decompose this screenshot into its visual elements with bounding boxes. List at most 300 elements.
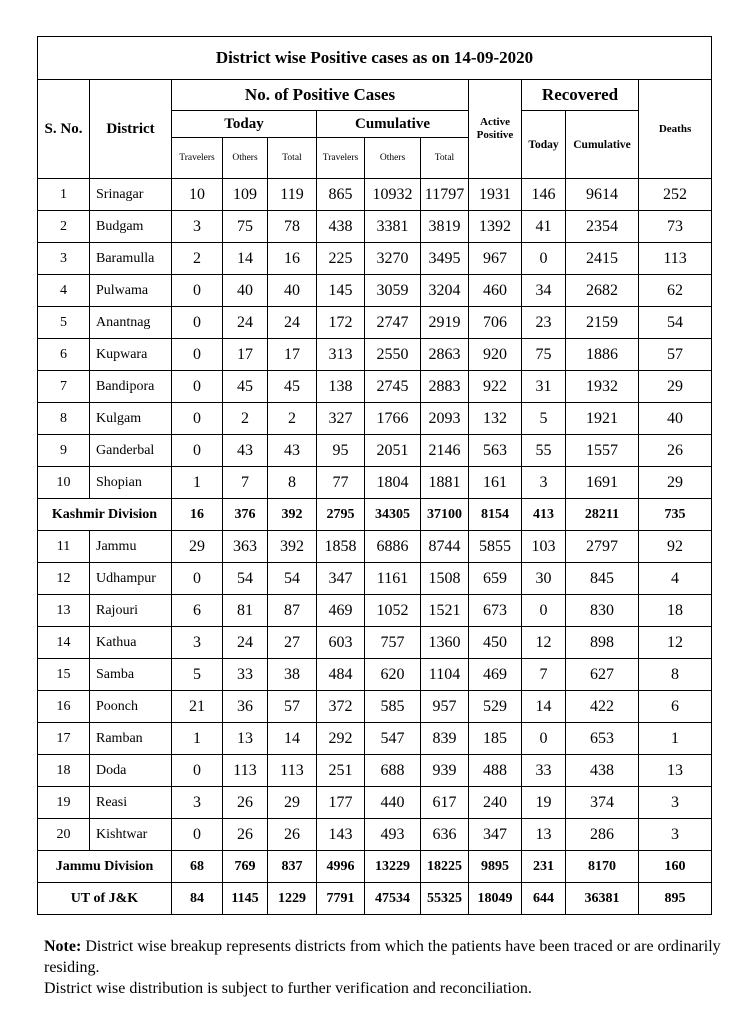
cell-deaths: 92 <box>639 531 712 563</box>
cell-district: Udhampur <box>90 563 172 595</box>
cell-t-tot: 54 <box>268 563 317 595</box>
cell-sno: 13 <box>38 595 90 627</box>
cell-deaths: 1 <box>639 723 712 755</box>
cell-r-today: 34 <box>522 275 566 307</box>
cell-active: 673 <box>469 595 522 627</box>
cell-r-cum: 2354 <box>566 211 639 243</box>
header-sno: S. No. <box>38 80 90 179</box>
cell-t-trav: 29 <box>172 531 223 563</box>
cell-t-oth: 33 <box>223 659 268 691</box>
cell-deaths: 4 <box>639 563 712 595</box>
cell-r-today: 0 <box>522 595 566 627</box>
cell-c-tot: 2883 <box>421 371 469 403</box>
cell-c-oth: 757 <box>365 627 421 659</box>
cell-c-trav: 143 <box>317 819 365 851</box>
header-cum-travelers: Travelers <box>317 138 365 179</box>
cell-active: 529 <box>469 691 522 723</box>
table-row <box>38 659 712 691</box>
cell-r-today: 5 <box>522 403 566 435</box>
cell-t-tot: 392 <box>268 531 317 563</box>
cell-t-trav: 0 <box>172 563 223 595</box>
cell-sno: 9 <box>38 435 90 467</box>
cell-t-tot: 45 <box>268 371 317 403</box>
cell-r-today: 13 <box>522 819 566 851</box>
header-today-others: Others <box>223 138 268 179</box>
cell-r-cum: 1557 <box>566 435 639 467</box>
cell-t-tot: 2 <box>268 403 317 435</box>
cell-t-oth: 13 <box>223 723 268 755</box>
cell-t-trav: 0 <box>172 819 223 851</box>
table-row <box>38 787 712 819</box>
cell-t-tot: 1229 <box>268 883 317 915</box>
cell-c-tot: 636 <box>421 819 469 851</box>
cell-c-tot: 11797 <box>421 179 469 211</box>
cell-district: Kathua <box>90 627 172 659</box>
cell-t-trav: 3 <box>172 787 223 819</box>
cell-c-tot: 55325 <box>421 883 469 915</box>
cell-t-trav: 3 <box>172 211 223 243</box>
cell-sno: 19 <box>38 787 90 819</box>
cell-c-tot: 3204 <box>421 275 469 307</box>
cell-c-tot: 1521 <box>421 595 469 627</box>
cell-r-cum: 845 <box>566 563 639 595</box>
cell-t-oth: 17 <box>223 339 268 371</box>
cell-c-oth: 1052 <box>365 595 421 627</box>
cell-c-tot: 3819 <box>421 211 469 243</box>
cell-active: 450 <box>469 627 522 659</box>
cell-c-oth: 13229 <box>365 851 421 883</box>
cell-c-tot: 1104 <box>421 659 469 691</box>
cell-c-oth: 3270 <box>365 243 421 275</box>
note-line-1: District wise breakup represents districts from which the patients have been traced or are ordinarily residing. <box>44 938 721 976</box>
cell-active: 8154 <box>469 499 522 531</box>
cell-c-oth: 2051 <box>365 435 421 467</box>
cell-c-trav: 177 <box>317 787 365 819</box>
cell-r-cum: 422 <box>566 691 639 723</box>
cell-r-today: 55 <box>522 435 566 467</box>
cell-t-oth: 26 <box>223 819 268 851</box>
cell-t-oth: 26 <box>223 787 268 819</box>
cell-c-oth: 2745 <box>365 371 421 403</box>
cell-t-tot: 27 <box>268 627 317 659</box>
cell-sno: 3 <box>38 243 90 275</box>
total-label: UT of J&K <box>38 883 172 915</box>
header-active-positive: Active Positive <box>469 80 522 179</box>
cell-t-oth: 109 <box>223 179 268 211</box>
table-row <box>38 371 712 403</box>
cell-sno: 17 <box>38 723 90 755</box>
cell-district: Anantnag <box>90 307 172 339</box>
table-row <box>38 691 712 723</box>
cell-r-today: 146 <box>522 179 566 211</box>
cell-district: Kishtwar <box>90 819 172 851</box>
cell-t-oth: 45 <box>223 371 268 403</box>
cell-c-trav: 4996 <box>317 851 365 883</box>
cell-c-oth: 440 <box>365 787 421 819</box>
cell-c-tot: 3495 <box>421 243 469 275</box>
cell-c-oth: 10932 <box>365 179 421 211</box>
cell-t-trav: 0 <box>172 371 223 403</box>
cell-sno: 12 <box>38 563 90 595</box>
cell-r-today: 12 <box>522 627 566 659</box>
cell-sno: 20 <box>38 819 90 851</box>
cell-r-today: 644 <box>522 883 566 915</box>
cell-c-tot: 617 <box>421 787 469 819</box>
cell-r-cum: 286 <box>566 819 639 851</box>
cell-r-cum: 2415 <box>566 243 639 275</box>
cell-t-trav: 3 <box>172 627 223 659</box>
cell-c-tot: 8744 <box>421 531 469 563</box>
cell-r-today: 103 <box>522 531 566 563</box>
header-cum-total: Total <box>421 138 469 179</box>
cell-deaths: 160 <box>639 851 712 883</box>
cell-district: Jammu <box>90 531 172 563</box>
cell-t-oth: 1145 <box>223 883 268 915</box>
cell-r-today: 41 <box>522 211 566 243</box>
cell-t-oth: 81 <box>223 595 268 627</box>
cell-t-tot: 43 <box>268 435 317 467</box>
cell-active: 5855 <box>469 531 522 563</box>
cell-c-trav: 327 <box>317 403 365 435</box>
cell-c-trav: 292 <box>317 723 365 755</box>
cell-deaths: 29 <box>639 467 712 499</box>
cell-c-trav: 95 <box>317 435 365 467</box>
cell-r-cum: 374 <box>566 787 639 819</box>
cell-sno: 15 <box>38 659 90 691</box>
table-row <box>38 403 712 435</box>
cell-c-trav: 225 <box>317 243 365 275</box>
cell-r-cum: 36381 <box>566 883 639 915</box>
cell-c-tot: 939 <box>421 755 469 787</box>
cell-c-oth: 688 <box>365 755 421 787</box>
cell-c-trav: 347 <box>317 563 365 595</box>
note-label: Note: <box>44 938 82 955</box>
cell-district: Rajouri <box>90 595 172 627</box>
cell-r-cum: 898 <box>566 627 639 659</box>
cell-r-today: 30 <box>522 563 566 595</box>
header-today: Today <box>172 111 317 138</box>
cell-deaths: 13 <box>639 755 712 787</box>
cell-t-tot: 26 <box>268 819 317 851</box>
cell-c-oth: 3059 <box>365 275 421 307</box>
header-cumulative: Cumulative <box>317 111 469 138</box>
cell-active: 488 <box>469 755 522 787</box>
cell-t-trav: 1 <box>172 467 223 499</box>
cell-t-trav: 0 <box>172 435 223 467</box>
cell-active: 460 <box>469 275 522 307</box>
cell-t-trav: 6 <box>172 595 223 627</box>
cell-district: Poonch <box>90 691 172 723</box>
cell-r-cum: 1691 <box>566 467 639 499</box>
cell-district: Kulgam <box>90 403 172 435</box>
cell-c-tot: 839 <box>421 723 469 755</box>
cell-r-today: 23 <box>522 307 566 339</box>
cell-c-tot: 2863 <box>421 339 469 371</box>
cell-c-tot: 2146 <box>421 435 469 467</box>
cell-t-oth: 75 <box>223 211 268 243</box>
table-row <box>38 275 712 307</box>
cell-deaths: 3 <box>639 787 712 819</box>
cell-c-oth: 47534 <box>365 883 421 915</box>
cell-deaths: 54 <box>639 307 712 339</box>
cell-district: Samba <box>90 659 172 691</box>
cell-c-oth: 34305 <box>365 499 421 531</box>
cell-c-tot: 957 <box>421 691 469 723</box>
cell-r-cum: 830 <box>566 595 639 627</box>
total-label: Kashmir Division <box>38 499 172 531</box>
header-recovered: Recovered <box>522 80 639 111</box>
cell-r-today: 3 <box>522 467 566 499</box>
cell-c-tot: 1508 <box>421 563 469 595</box>
cell-c-tot: 2919 <box>421 307 469 339</box>
table-body <box>38 179 712 915</box>
cell-r-cum: 1921 <box>566 403 639 435</box>
cell-t-trav: 21 <box>172 691 223 723</box>
cell-r-cum: 9614 <box>566 179 639 211</box>
header-recovered-cumulative: Cumulative <box>566 111 639 179</box>
cell-c-trav: 865 <box>317 179 365 211</box>
total-row <box>38 851 712 883</box>
cell-c-tot: 1360 <box>421 627 469 659</box>
cell-t-tot: 29 <box>268 787 317 819</box>
cell-active: 1392 <box>469 211 522 243</box>
cell-r-today: 31 <box>522 371 566 403</box>
cell-c-trav: 77 <box>317 467 365 499</box>
cell-district: Srinagar <box>90 179 172 211</box>
cell-t-tot: 40 <box>268 275 317 307</box>
cell-active: 240 <box>469 787 522 819</box>
cell-c-oth: 6886 <box>365 531 421 563</box>
table-row <box>38 211 712 243</box>
cell-c-oth: 620 <box>365 659 421 691</box>
cell-r-today: 75 <box>522 339 566 371</box>
cell-r-cum: 627 <box>566 659 639 691</box>
cell-active: 347 <box>469 819 522 851</box>
cell-r-today: 0 <box>522 243 566 275</box>
cell-t-oth: 769 <box>223 851 268 883</box>
cell-deaths: 8 <box>639 659 712 691</box>
cell-t-tot: 837 <box>268 851 317 883</box>
cell-t-trav: 1 <box>172 723 223 755</box>
table-row <box>38 595 712 627</box>
cell-t-tot: 57 <box>268 691 317 723</box>
cell-t-trav: 2 <box>172 243 223 275</box>
cell-t-tot: 392 <box>268 499 317 531</box>
cell-district: Reasi <box>90 787 172 819</box>
cell-district: Ramban <box>90 723 172 755</box>
cell-r-today: 14 <box>522 691 566 723</box>
cell-t-trav: 16 <box>172 499 223 531</box>
cell-district: Budgam <box>90 211 172 243</box>
cell-t-trav: 0 <box>172 755 223 787</box>
table-row <box>38 819 712 851</box>
cell-deaths: 735 <box>639 499 712 531</box>
cell-deaths: 6 <box>639 691 712 723</box>
cell-sno: 2 <box>38 211 90 243</box>
cell-deaths: 3 <box>639 819 712 851</box>
cell-t-trav: 84 <box>172 883 223 915</box>
cell-active: 563 <box>469 435 522 467</box>
cell-sno: 7 <box>38 371 90 403</box>
cell-sno: 14 <box>38 627 90 659</box>
cell-c-trav: 484 <box>317 659 365 691</box>
table-row <box>38 307 712 339</box>
cell-active: 967 <box>469 243 522 275</box>
cell-c-oth: 2550 <box>365 339 421 371</box>
cell-t-trav: 0 <box>172 275 223 307</box>
cell-deaths: 12 <box>639 627 712 659</box>
cell-t-oth: 14 <box>223 243 268 275</box>
cell-r-today: 413 <box>522 499 566 531</box>
cell-r-today: 33 <box>522 755 566 787</box>
cell-c-oth: 547 <box>365 723 421 755</box>
cell-t-oth: 40 <box>223 275 268 307</box>
cell-t-oth: 24 <box>223 627 268 659</box>
cell-t-tot: 17 <box>268 339 317 371</box>
cell-t-oth: 376 <box>223 499 268 531</box>
cell-sno: 16 <box>38 691 90 723</box>
cell-t-oth: 24 <box>223 307 268 339</box>
table-row <box>38 243 712 275</box>
cell-active: 922 <box>469 371 522 403</box>
header-today-total: Total <box>268 138 317 179</box>
cell-c-trav: 251 <box>317 755 365 787</box>
header-cum-others: Others <box>365 138 421 179</box>
cell-t-tot: 78 <box>268 211 317 243</box>
cell-deaths: 895 <box>639 883 712 915</box>
cell-t-oth: 54 <box>223 563 268 595</box>
cell-t-trav: 68 <box>172 851 223 883</box>
cell-t-tot: 16 <box>268 243 317 275</box>
cell-deaths: 62 <box>639 275 712 307</box>
header-today-travelers: Travelers <box>172 138 223 179</box>
cell-t-trav: 0 <box>172 307 223 339</box>
cell-deaths: 18 <box>639 595 712 627</box>
table-row <box>38 339 712 371</box>
cell-c-oth: 2747 <box>365 307 421 339</box>
cell-sno: 1 <box>38 179 90 211</box>
cell-t-oth: 363 <box>223 531 268 563</box>
cell-c-oth: 3381 <box>365 211 421 243</box>
cell-deaths: 29 <box>639 371 712 403</box>
cell-district: Kupwara <box>90 339 172 371</box>
cell-c-oth: 1766 <box>365 403 421 435</box>
cell-active: 659 <box>469 563 522 595</box>
cell-c-trav: 603 <box>317 627 365 659</box>
cell-sno: 18 <box>38 755 90 787</box>
cell-r-cum: 1886 <box>566 339 639 371</box>
table-row <box>38 563 712 595</box>
cell-t-tot: 8 <box>268 467 317 499</box>
cell-t-tot: 24 <box>268 307 317 339</box>
total-label: Jammu Division <box>38 851 172 883</box>
cell-sno: 5 <box>38 307 90 339</box>
cell-sno: 4 <box>38 275 90 307</box>
total-row <box>38 499 712 531</box>
cell-c-oth: 1804 <box>365 467 421 499</box>
table-title: District wise Positive cases as on 14-09-2020 <box>38 37 712 80</box>
cell-r-cum: 2682 <box>566 275 639 307</box>
cell-deaths: 26 <box>639 435 712 467</box>
cell-t-oth: 7 <box>223 467 268 499</box>
cell-active: 132 <box>469 403 522 435</box>
header-district: District <box>90 80 172 179</box>
cell-district: Baramulla <box>90 243 172 275</box>
header-recovered-today: Today <box>522 111 566 179</box>
cell-r-today: 231 <box>522 851 566 883</box>
cell-sno: 11 <box>38 531 90 563</box>
cases-table <box>37 36 712 915</box>
cell-active: 161 <box>469 467 522 499</box>
cell-r-today: 19 <box>522 787 566 819</box>
table-row <box>38 531 712 563</box>
cell-active: 1931 <box>469 179 522 211</box>
cell-c-trav: 438 <box>317 211 365 243</box>
cell-r-cum: 438 <box>566 755 639 787</box>
cell-t-oth: 36 <box>223 691 268 723</box>
cell-c-trav: 172 <box>317 307 365 339</box>
cell-deaths: 73 <box>639 211 712 243</box>
cell-sno: 8 <box>38 403 90 435</box>
cell-c-trav: 1858 <box>317 531 365 563</box>
cell-active: 920 <box>469 339 522 371</box>
cell-deaths: 57 <box>639 339 712 371</box>
cell-r-cum: 653 <box>566 723 639 755</box>
cell-deaths: 252 <box>639 179 712 211</box>
cell-t-oth: 2 <box>223 403 268 435</box>
cell-r-today: 0 <box>522 723 566 755</box>
cell-district: Doda <box>90 755 172 787</box>
cell-deaths: 40 <box>639 403 712 435</box>
table-row <box>38 627 712 659</box>
cell-district: Shopian <box>90 467 172 499</box>
cell-active: 18049 <box>469 883 522 915</box>
cell-r-cum: 1932 <box>566 371 639 403</box>
cell-t-tot: 119 <box>268 179 317 211</box>
cell-active: 185 <box>469 723 522 755</box>
cell-t-oth: 43 <box>223 435 268 467</box>
table-row <box>38 723 712 755</box>
total-row <box>38 883 712 915</box>
header-positive-cases: No. of Positive Cases <box>172 80 469 111</box>
cell-r-today: 7 <box>522 659 566 691</box>
cell-active: 9895 <box>469 851 522 883</box>
footnote <box>44 936 724 999</box>
cell-c-trav: 145 <box>317 275 365 307</box>
cell-t-trav: 5 <box>172 659 223 691</box>
cell-t-tot: 113 <box>268 755 317 787</box>
cell-c-trav: 138 <box>317 371 365 403</box>
cell-r-cum: 28211 <box>566 499 639 531</box>
cell-c-tot: 2093 <box>421 403 469 435</box>
cell-t-trav: 10 <box>172 179 223 211</box>
cell-sno: 6 <box>38 339 90 371</box>
cell-c-trav: 372 <box>317 691 365 723</box>
cell-district: Pulwama <box>90 275 172 307</box>
cell-sno: 10 <box>38 467 90 499</box>
cell-t-trav: 0 <box>172 403 223 435</box>
cell-t-trav: 0 <box>172 339 223 371</box>
cell-r-cum: 8170 <box>566 851 639 883</box>
cell-t-oth: 113 <box>223 755 268 787</box>
table-row <box>38 435 712 467</box>
note-line-2: District wise distribution is subject to further verification and reconciliation. <box>44 980 532 997</box>
table-row <box>38 755 712 787</box>
cell-active: 469 <box>469 659 522 691</box>
cell-district: Ganderbal <box>90 435 172 467</box>
table-row <box>38 467 712 499</box>
table-row <box>38 179 712 211</box>
